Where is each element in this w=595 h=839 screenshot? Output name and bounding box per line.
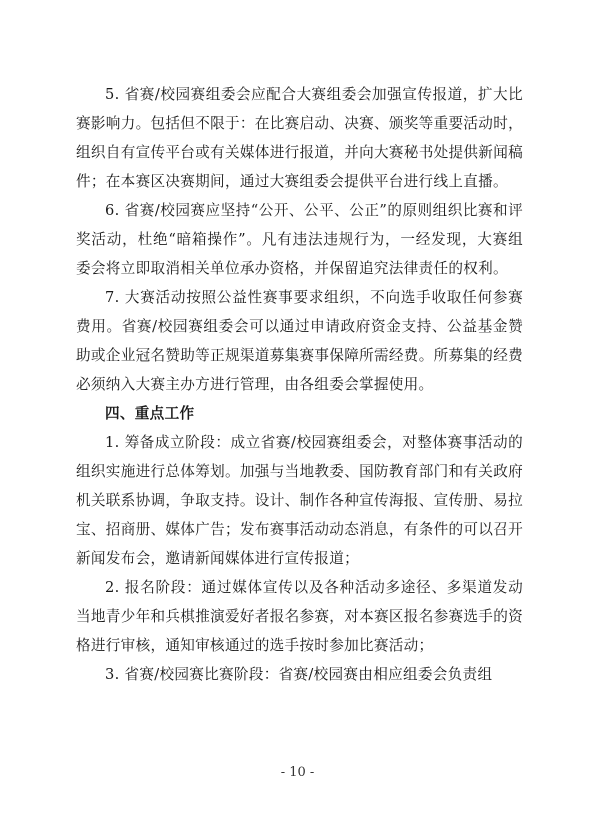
paragraph-step-2: 2. 报名阶段：通过媒体宣传以及各种活动多途径、多渠道发动当地青少年和兵棋推演爱好者报名参赛，对本赛区报名参赛选手的资格进行审核，通知审核通过的选手按时参加比赛活动； — [76, 579, 523, 654]
paragraph-7: 7. 大赛活动按照公益性赛事要求组织，不向选手收取任何参赛费用。省赛/校园赛组委会可以通过申请政府资金支持、公益基金赞助或企业冠名赞助等正规渠道募集赛事保障所需经费。所募集的经费必须纳入大赛主办方进行管理，由各组委会掌握使用。 — [76, 289, 523, 393]
paragraph-step-1: 1. 筹备成立阶段：成立省赛/校园赛组委会，对整体赛事活动的组织实施进行总体筹划。加强与当地教委、国防教育部门和有关政府机关联系协调，争取支持。设计、制作各种宣传海报、宣传册、易拉宝、招商册、媒体广告；发布赛事活动动态消息，有条件的可以召开新闻发布会，邀请新闻媒体进行宣传报道； — [76, 434, 523, 567]
section-heading: 四、重点工作 — [105, 405, 195, 422]
document-body — [76, 80, 523, 689]
paragraph-6: 6. 省赛/校园赛应坚持“公开、公平、公正”的原则组织比赛和评奖活动，杜绝“暗箱操作”。凡有违法违规行为，一经发现，大赛组委会将立即取消相关单位承办资格，并保留追究法律责任的权利。 — [76, 202, 523, 277]
paragraph-5: 5. 省赛/校园赛组委会应配合大赛组委会加强宣传报道，扩大比赛影响力。包括但不限于：在比赛启动、决赛、颁奖等重要活动时，组织自有宣传平台或有关媒体进行报道，并向大赛秘书处提供新闻稿件；在本赛区决赛期间，通过大赛组委会提供平台进行线上直播。 — [76, 86, 523, 190]
paragraph-step-3: 3. 省赛/校园赛比赛阶段：省赛/校园赛由相应组委会负责组 — [105, 666, 493, 683]
page-number: - 10 - — [280, 765, 315, 780]
